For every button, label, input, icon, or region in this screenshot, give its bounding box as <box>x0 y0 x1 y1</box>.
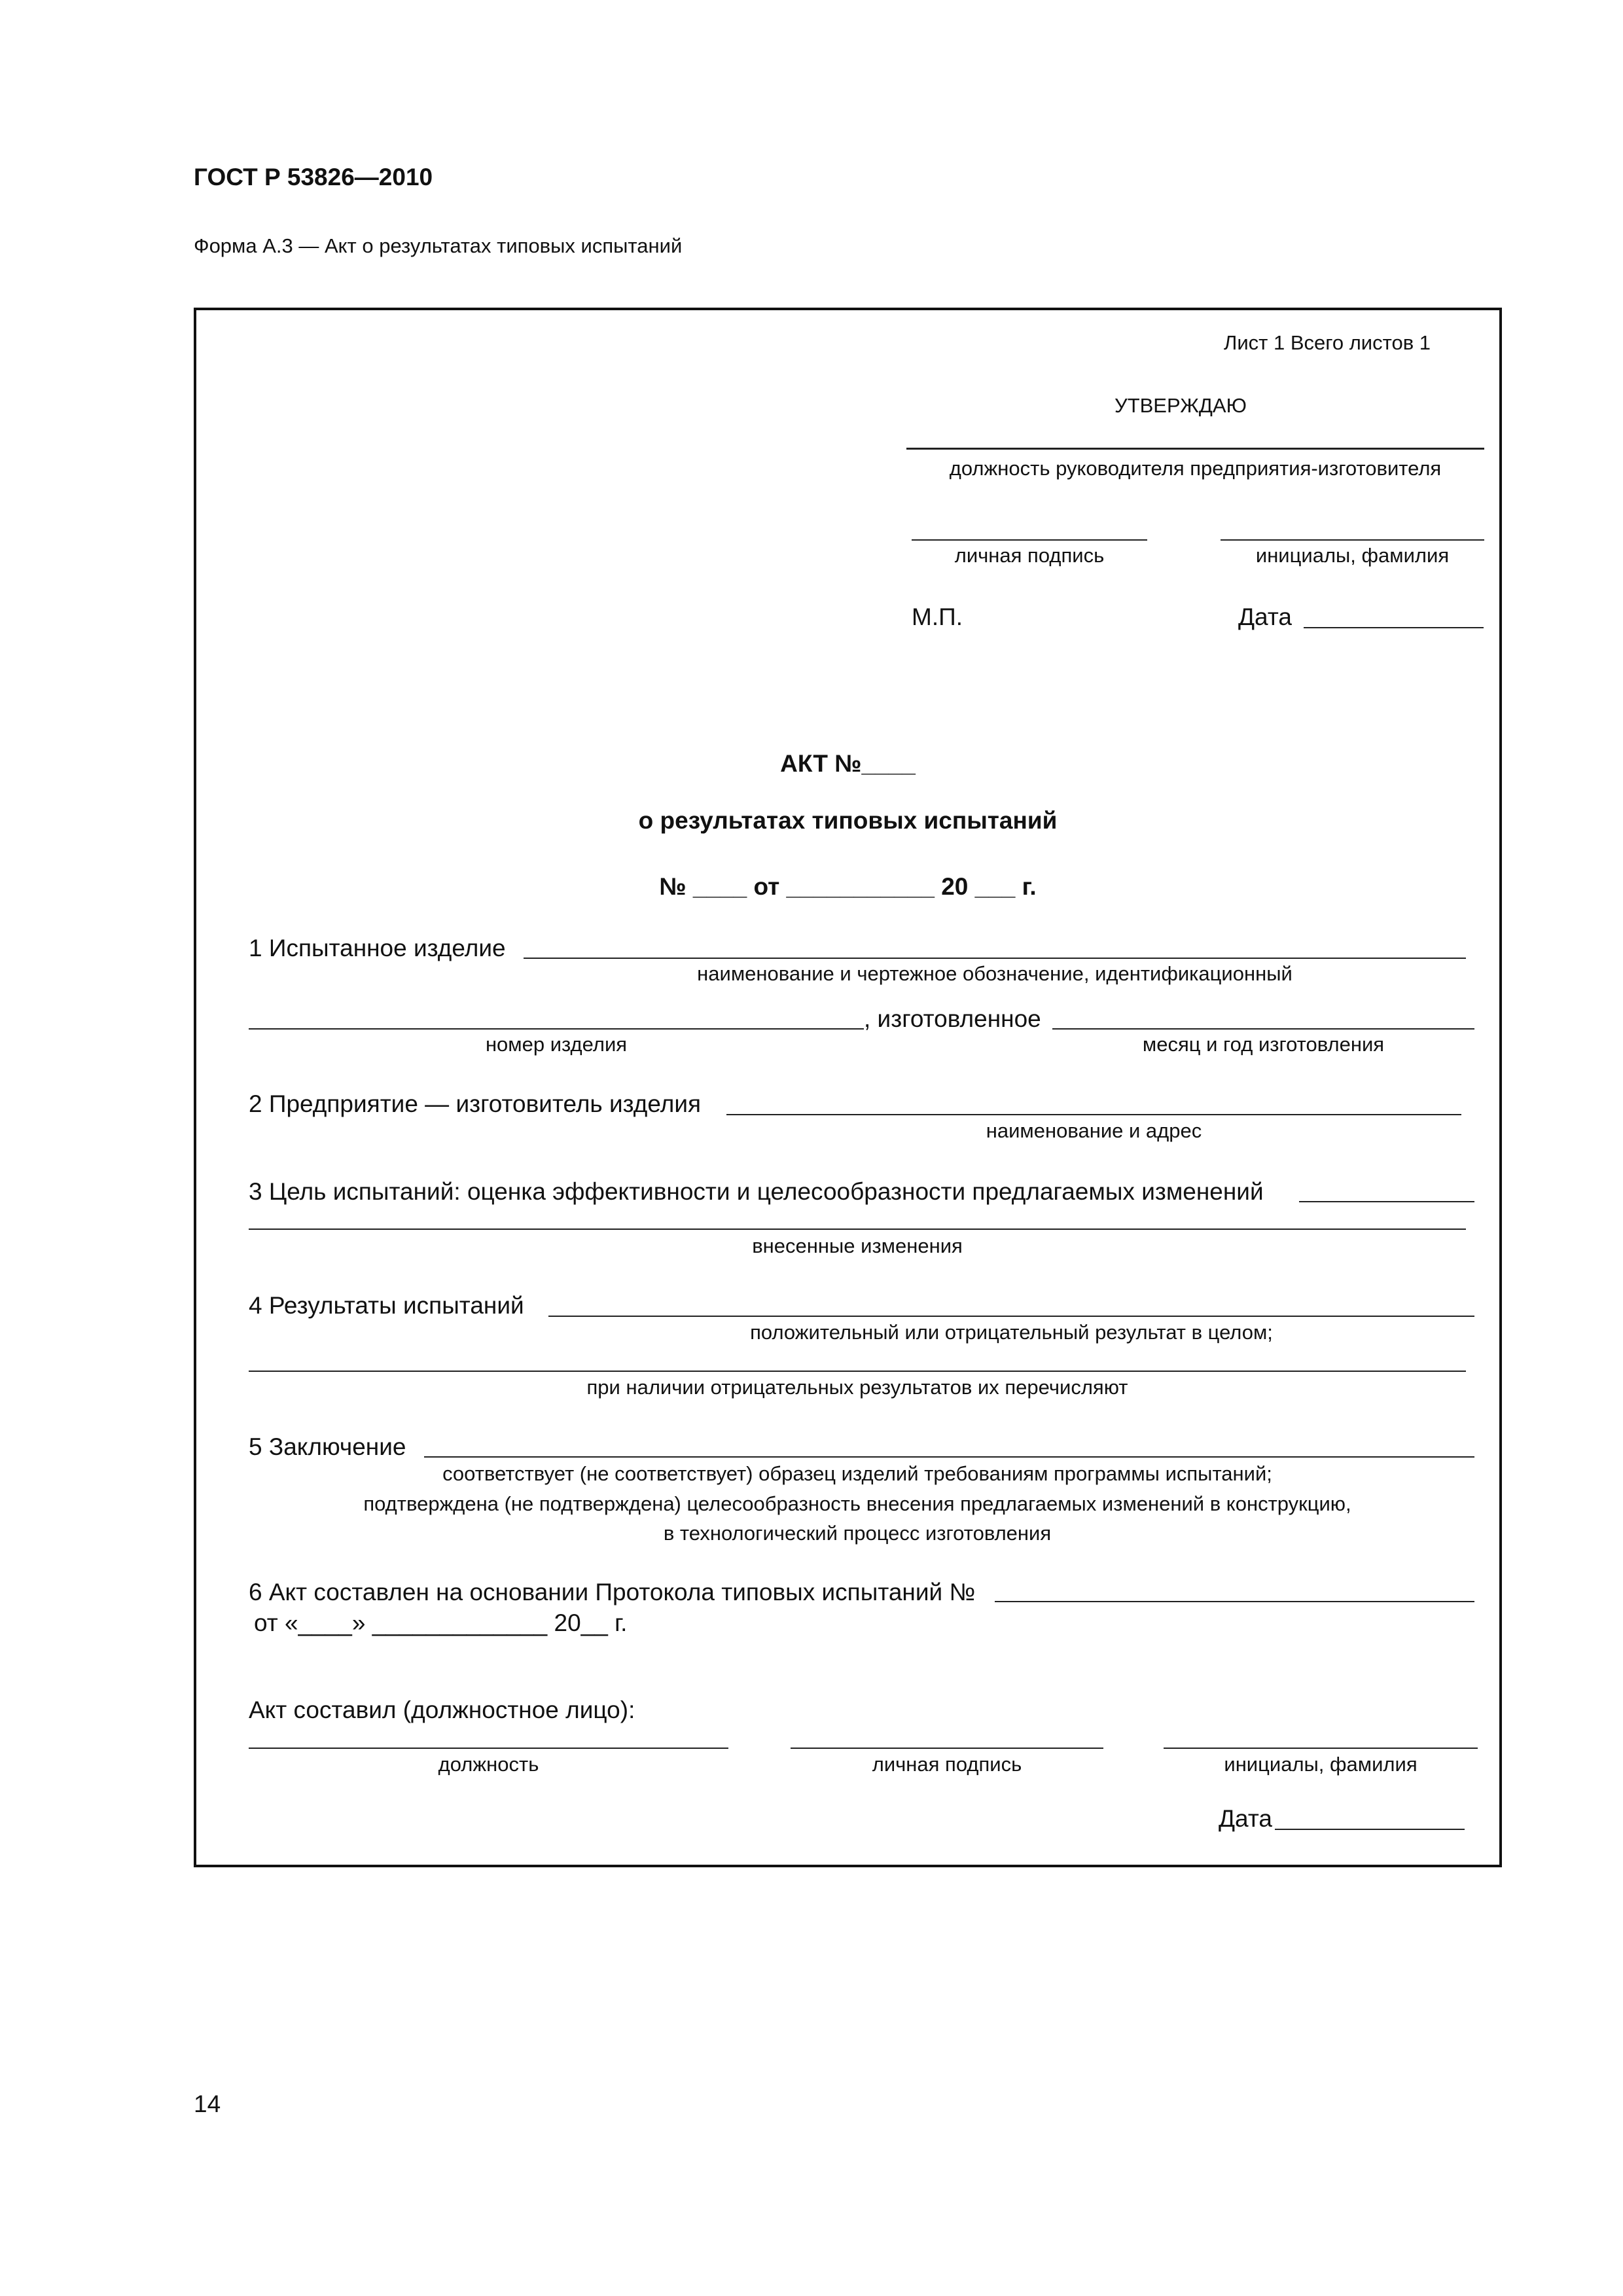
signoff-date-line <box>1275 1829 1465 1830</box>
item3-caption: внесенные изменения <box>752 1234 963 1257</box>
standard-designation: ГОСТ Р 53826—2010 <box>194 164 433 190</box>
signoff-date-label: Дата <box>1219 1805 1272 1832</box>
item1-number-line <box>249 1028 864 1030</box>
item1-date-caption: месяц и год изготовления <box>1142 1033 1385 1056</box>
item2-caption: наименование и адрес <box>986 1119 1202 1142</box>
approver-name-caption: инициалы, фамилия <box>1255 544 1450 567</box>
act-subtitle: о результатах типовых испытаний <box>638 807 1058 834</box>
form-title: Форма А.3 — Акт о результатах типовых испытаний <box>194 234 683 257</box>
item3-label: 3 Цель испытаний: оценка эффективности и целесообразности предлагаемых изменений <box>249 1178 1264 1205</box>
item2-enterprise-line <box>726 1114 1461 1115</box>
item1-caption: наименование и чертежное обозначение, идентификационный <box>697 962 1293 985</box>
item6-date-line: от «____» _____________ 20__ г. <box>254 1609 628 1636</box>
approval-date-line <box>1304 627 1484 628</box>
item1-made-label: , изготовленное <box>864 1005 1041 1032</box>
signoff-signature-caption: личная подпись <box>872 1753 1022 1776</box>
item1-date-line <box>1052 1028 1474 1030</box>
page-number: 14 <box>194 2090 221 2117</box>
item6-label: 6 Акт составлен на основании Протокола типовых испытаний № <box>249 1579 976 1605</box>
item5-caption1: соответствует (не соответствует) образец изделий требованиям программы испытаний; <box>442 1462 1272 1485</box>
item6-protocol-line <box>995 1601 1474 1602</box>
item5-caption3: в технологический процесс изготовления <box>663 1522 1052 1545</box>
signoff-label: Акт составил (должностное лицо): <box>249 1696 635 1723</box>
item5-caption2: подтверждена (не подтверждена) целесообразность внесения предлагаемых изменений в конструкцию, <box>363 1492 1351 1515</box>
item4-caption1: положительный или отрицательный результат в целом; <box>750 1321 1273 1344</box>
item4-result-line <box>548 1316 1474 1317</box>
item4-label: 4 Результаты испытаний <box>249 1292 524 1319</box>
item1-product-line <box>524 958 1466 959</box>
sheet-count: Лист 1 Всего листов 1 <box>1224 331 1431 354</box>
item3-tail-line <box>1299 1201 1474 1202</box>
item4-caption2: при наличии отрицательных результатов их перечисляют <box>586 1376 1128 1399</box>
signoff-name-caption: инициалы, фамилия <box>1224 1753 1418 1776</box>
signoff-position-line <box>249 1748 728 1749</box>
item2-label: 2 Предприятие — изготовитель изделия <box>249 1090 702 1117</box>
approver-name-line <box>1221 539 1484 541</box>
signoff-name-line <box>1164 1748 1478 1749</box>
act-number-heading: АКТ №____ <box>780 750 916 777</box>
item5-conclusion-line <box>424 1456 1474 1458</box>
item4-details-line <box>249 1371 1466 1372</box>
approver-signature-line <box>912 539 1147 541</box>
approver-position-caption: должность руководителя предприятия-изготовителя <box>949 457 1442 480</box>
stamp-place: М.П. <box>912 603 963 630</box>
approval-date-label: Дата <box>1238 603 1292 630</box>
approve-heading: УТВЕРЖДАЮ <box>1115 394 1247 417</box>
item1-number-caption: номер изделия <box>485 1033 628 1056</box>
item3-changes-line <box>249 1229 1466 1230</box>
signoff-position-caption: должность <box>438 1753 539 1776</box>
act-number-date-line: № ____ от ___________ 20 ___ г. <box>659 873 1037 900</box>
approver-signature-caption: личная подпись <box>954 544 1105 567</box>
item1-label: 1 Испытанное изделие <box>249 935 506 961</box>
item5-label: 5 Заключение <box>249 1433 406 1460</box>
approver-position-line <box>906 448 1484 450</box>
signoff-signature-line <box>791 1748 1103 1749</box>
